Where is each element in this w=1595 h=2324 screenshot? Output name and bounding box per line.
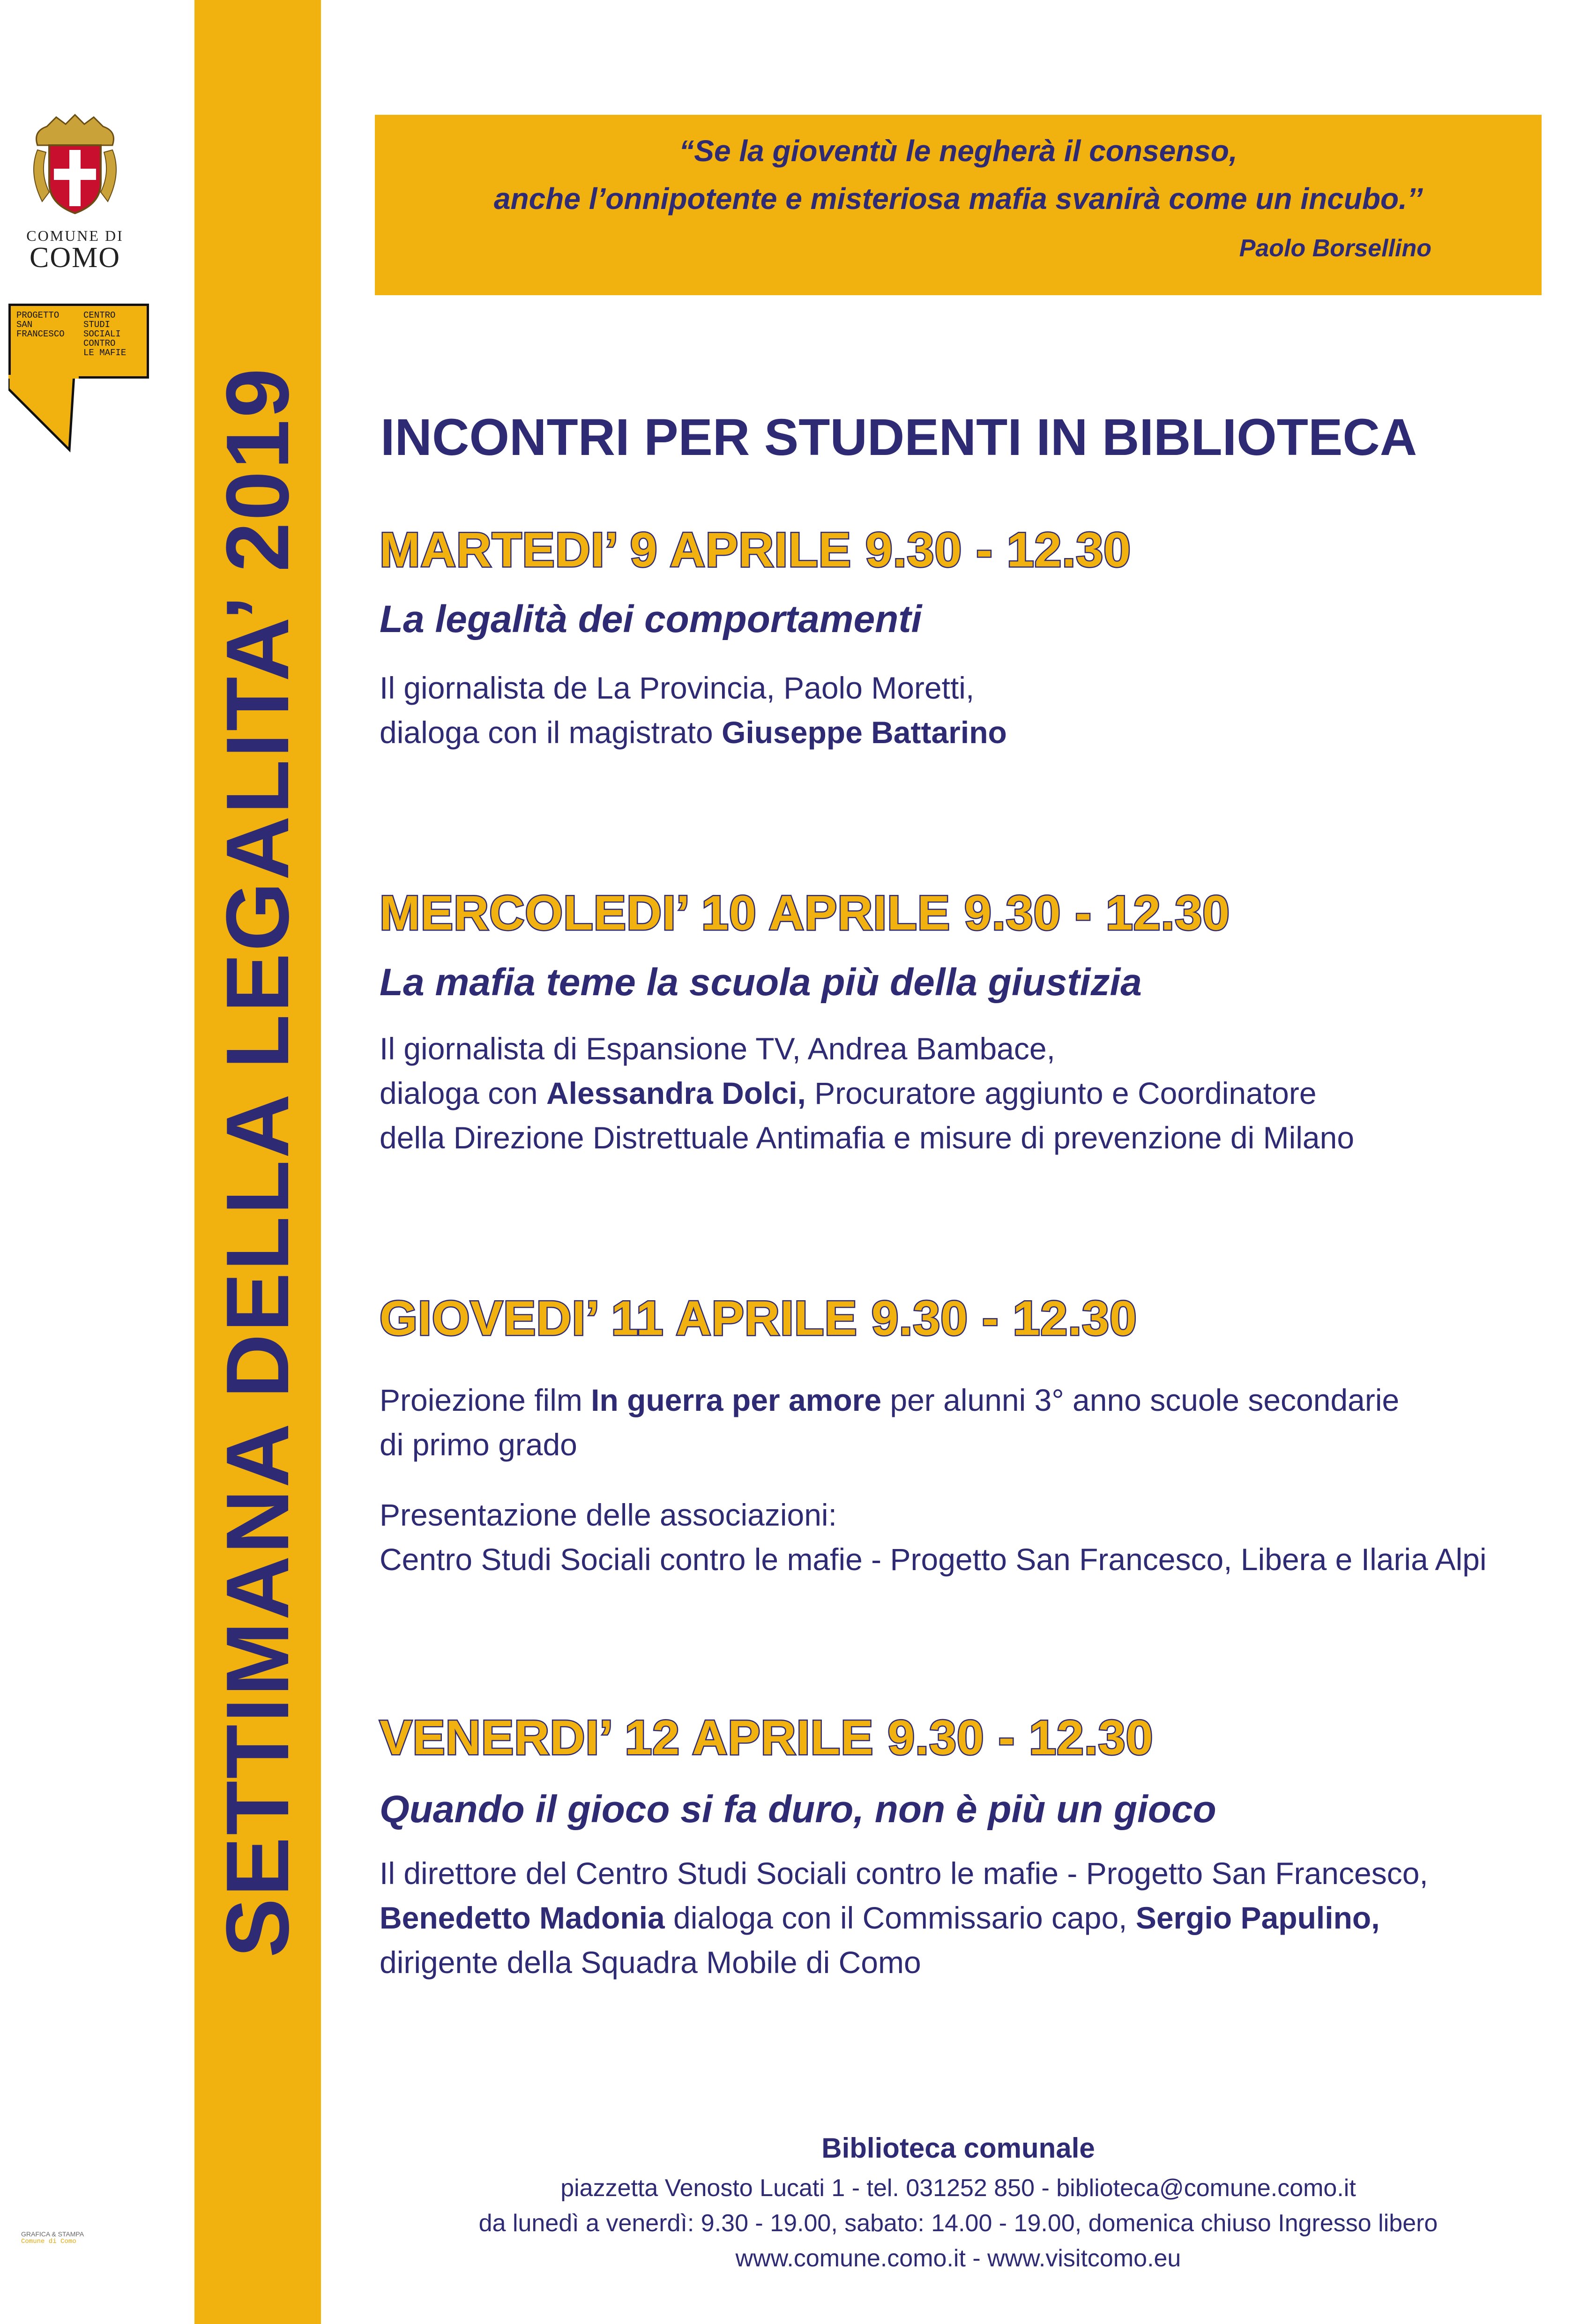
- quote-line-2: anche l’onnipotente e misteriosa mafia svanirà come un incubo.’’: [493, 182, 1423, 216]
- speaker-name: Giuseppe Battarino: [722, 715, 1007, 750]
- text-span: Proiezione film: [380, 1383, 591, 1417]
- event-text-line: [380, 1900, 1380, 1936]
- event-date: MERCOLEDI’ 10 APRILE 9.30 - 12.30: [380, 886, 1230, 940]
- event-text-line: [380, 1382, 1399, 1418]
- como-label: COMO: [29, 242, 121, 274]
- speech-tail-icon: [8, 375, 83, 454]
- event-text-line: [380, 715, 1007, 750]
- text-span: dialoga con il magistrato: [380, 715, 722, 750]
- event-date: VENERDI’ 12 APRILE 9.30 - 12.30: [380, 1711, 1154, 1765]
- event-text-line: [380, 1075, 1317, 1111]
- grafica-stampa-credit: [21, 2230, 84, 2245]
- text-span: per alunni 3° anno scuole secondarie: [881, 1383, 1400, 1417]
- speaker-name: Alessandra Dolci,: [546, 1076, 806, 1110]
- text-span: dialoga con il Commissario capo,: [664, 1900, 1136, 1935]
- event-topic: La mafia teme la scuola più della giustizia: [380, 961, 1142, 1004]
- speaker-name: Benedetto Madonia: [380, 1900, 665, 1935]
- centro-studi-logo: [5, 300, 150, 454]
- event-text-line: della Direzione Distrettuale Antimafia e misure di prevenzione di Milano: [380, 1120, 1355, 1155]
- event-text-line: di primo grado: [380, 1427, 577, 1462]
- text-span: dialoga con: [380, 1076, 546, 1110]
- event-date: MARTEDI’ 9 APRILE 9.30 - 12.30: [380, 523, 1132, 577]
- footer-websites[interactable]: www.comune.como.it - www.visitcomo.eu: [735, 2245, 1181, 2272]
- footer-address: piazzetta Venosto Lucati 1 - tel. 031252 850 - biblioteca@comune.como.it: [560, 2175, 1356, 2202]
- como-crest-icon: [28, 112, 122, 220]
- csc-logo-text-left: PROGETTO SAN FRANCESCO: [16, 310, 65, 339]
- comune-di-label: COMUNE DI: [26, 227, 124, 244]
- event-text-line: dirigente della Squadra Mobile di Como: [380, 1945, 921, 1980]
- speaker-name: Sergio Papulino,: [1135, 1900, 1380, 1935]
- quote-box: [375, 115, 1542, 295]
- csc-logo-box: [8, 304, 149, 379]
- event-topic: La legalità dei comportamenti: [380, 598, 922, 641]
- csc-logo-text-right: CENTRO STUDI SOCIALI CONTRO LE MAFIE: [83, 310, 127, 358]
- band-title: SETTIMANA DELLA LEGALITA’ 2019: [208, 366, 307, 1958]
- footer-hours: da lunedì a venerdì: 9.30 - 19.00, sabato: 14.00 - 19.00, domenica chiuso Ingresso libero: [478, 2210, 1438, 2237]
- quote-line-1: “Se la gioventù le negherà il consenso,: [679, 134, 1237, 168]
- grafica-line1: GRAFICA & STAMPA: [21, 2230, 84, 2238]
- footer-title: Biblioteca comunale: [821, 2132, 1095, 2164]
- film-title: In guerra per amore: [591, 1383, 882, 1417]
- quote-author: Paolo Borsellino: [1239, 235, 1431, 262]
- text-span: Procuratore aggiunto e Coordinatore: [805, 1076, 1317, 1110]
- grafica-line2: Comune di Como: [21, 2238, 76, 2245]
- event-text-line: Il direttore del Centro Studi Sociali contro le mafie - Progetto San Francesco,: [380, 1856, 1428, 1891]
- event-text-line: Centro Studi Sociali contro le mafie - Progetto San Francesco, Libera e Ilaria Alpi: [380, 1542, 1487, 1577]
- event-date: GIOVEDI’ 11 APRILE 9.30 - 12.30: [380, 1291, 1137, 1346]
- event-topic: Quando il gioco si fa duro, non è più un gioco: [380, 1788, 1216, 1831]
- event-text-line: Il giornalista di Espansione TV, Andrea Bambace,: [380, 1031, 1055, 1066]
- event-text-line: Il giornalista de La Provincia, Paolo Moretti,: [380, 670, 975, 705]
- page-heading: INCONTRI PER STUDENTI IN BIBLIOTECA: [380, 409, 1417, 466]
- event-text-line: Presentazione delle associazioni:: [380, 1497, 837, 1532]
